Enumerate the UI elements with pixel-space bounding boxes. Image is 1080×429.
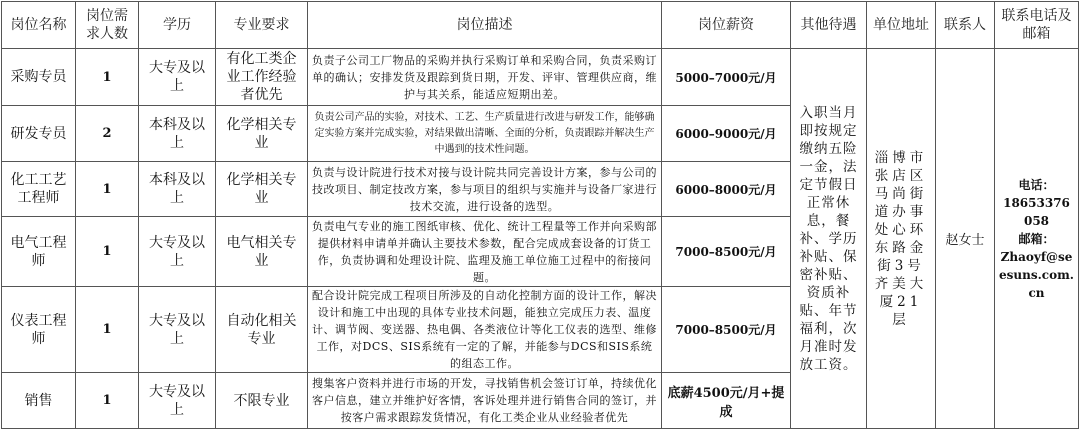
major-requirement: 电气相关专业 — [216, 217, 308, 287]
email-address: Zhaoyf@seesuns.com.cn — [999, 249, 1074, 300]
salary: 7000–8500元/月 — [662, 287, 791, 373]
position-name: 仪表工程师 — [2, 287, 76, 373]
education: 大专及以上 — [139, 49, 216, 106]
position-name: 化工工艺工程师 — [2, 162, 76, 217]
headcount: 1 — [76, 162, 139, 217]
job-description: 负责电气专业的施工图纸审核、优化、统计工程量等工作并向采购部提供材料申请单并确认主要技术参数，配合完成成套设备的订货工作，负责协调和处理设计院、监理及施工单位施工过程中的衔接问题。 — [308, 217, 662, 287]
company-address: 淄博市张店区马尚街道办事处心环东路金街3号齐美大厦21层 — [867, 49, 936, 429]
header-position-name: 岗位名称 — [2, 2, 76, 49]
education: 大专及以上 — [139, 217, 216, 287]
header-salary: 岗位薪资 — [662, 2, 791, 49]
header-contact: 联系人 — [936, 2, 995, 49]
header-address: 单位地址 — [867, 2, 936, 49]
headcount: 1 — [76, 373, 139, 429]
header-education: 学历 — [139, 2, 216, 49]
position-name: 销售 — [2, 373, 76, 429]
headcount: 1 — [76, 217, 139, 287]
headcount: 2 — [76, 106, 139, 162]
header-benefits: 其他待遇 — [791, 2, 867, 49]
major-requirement: 自动化相关专业 — [216, 287, 308, 373]
education: 本科及以上 — [139, 106, 216, 162]
education: 本科及以上 — [139, 162, 216, 217]
other-benefits: 入职当月即按规定缴纳五险一金，法定节假日正常休息，餐补、学历补贴、保密补贴、资质补贴、年节福利，次月准时发放工资。 — [791, 49, 867, 429]
header-row — [2, 2, 1079, 49]
job-description: 负责与设计院进行技术对接与设计院共同完善设计方案，参与公司的技改项目、制定技改方案，参与项目的组织与实施并与设备厂家进行技术交流，进行设备的选型。 — [308, 162, 662, 217]
major-requirement: 化学相关专业 — [216, 106, 308, 162]
header-phone-email: 联系电话及邮箱 — [995, 2, 1079, 49]
header-major: 专业要求 — [216, 2, 308, 49]
contact-phone-email — [995, 49, 1079, 429]
email-label: 邮箱： — [1018, 231, 1055, 246]
header-description: 岗位描述 — [308, 2, 662, 49]
headcount: 1 — [76, 287, 139, 373]
phone-number: 18653376058 — [1003, 195, 1070, 228]
major-requirement: 有化工类企业工作经验者优先 — [216, 49, 308, 106]
salary: 6000–9000元/月 — [662, 106, 791, 162]
job-description: 负责公司产品的实验，对技术、工艺、生产质量进行改进与研发工作，能够确定实验方案并完成实验，对结果做出清晰、全面的分析，负责跟踪并解决生产中遇到的技术性问题。 — [308, 106, 662, 162]
job-description: 负责子公司工厂物品的采购并执行采购订单和采购合同，负责采购订单的确认；安排发货及跟踪到货日期，开发、评审、管理供应商，维护与其关系，能适应短期出差。 — [308, 49, 662, 106]
job-listing-table — [1, 1, 1079, 429]
contact-person: 赵女士 — [936, 49, 995, 429]
salary: 6000–8000元/月 — [662, 162, 791, 217]
table-row — [2, 49, 1079, 106]
position-name: 采购专员 — [2, 49, 76, 106]
major-requirement: 不限专业 — [216, 373, 308, 429]
phone-label: 电话： — [1018, 177, 1055, 192]
major-requirement: 化学相关专业 — [216, 162, 308, 217]
job-description: 配合设计院完成工程项目所涉及的自动化控制方面的设计工作，解决设计和施工中出现的具体专业技术问题，能独立完成压力表、温度计、调节阀、变送器、热电偶、各类液位计等化工仪表的选型、维修工作，对DCS、SIS系统有一定的了解，并能参与DCS和SIS系统的组态工作。 — [308, 287, 662, 373]
position-name: 研发专员 — [2, 106, 76, 162]
education: 大专及以上 — [139, 287, 216, 373]
education: 大专及以上 — [139, 373, 216, 429]
salary: 底薪4500元/月+提成 — [662, 373, 791, 429]
salary: 5000–7000元/月 — [662, 49, 791, 106]
header-headcount: 岗位需求人数 — [76, 2, 139, 49]
job-description: 搜集客户资料并进行市场的开发，寻找销售机会签订订单，持续优化客户信息，建立并维护好客情，客诉处理并进行销售合同的签订，并按客户需求跟踪发货情况，有化工类企业从业经验者优先 — [308, 373, 662, 429]
headcount: 1 — [76, 49, 139, 106]
salary: 7000–8500元/月 — [662, 217, 791, 287]
position-name: 电气工程师 — [2, 217, 76, 287]
